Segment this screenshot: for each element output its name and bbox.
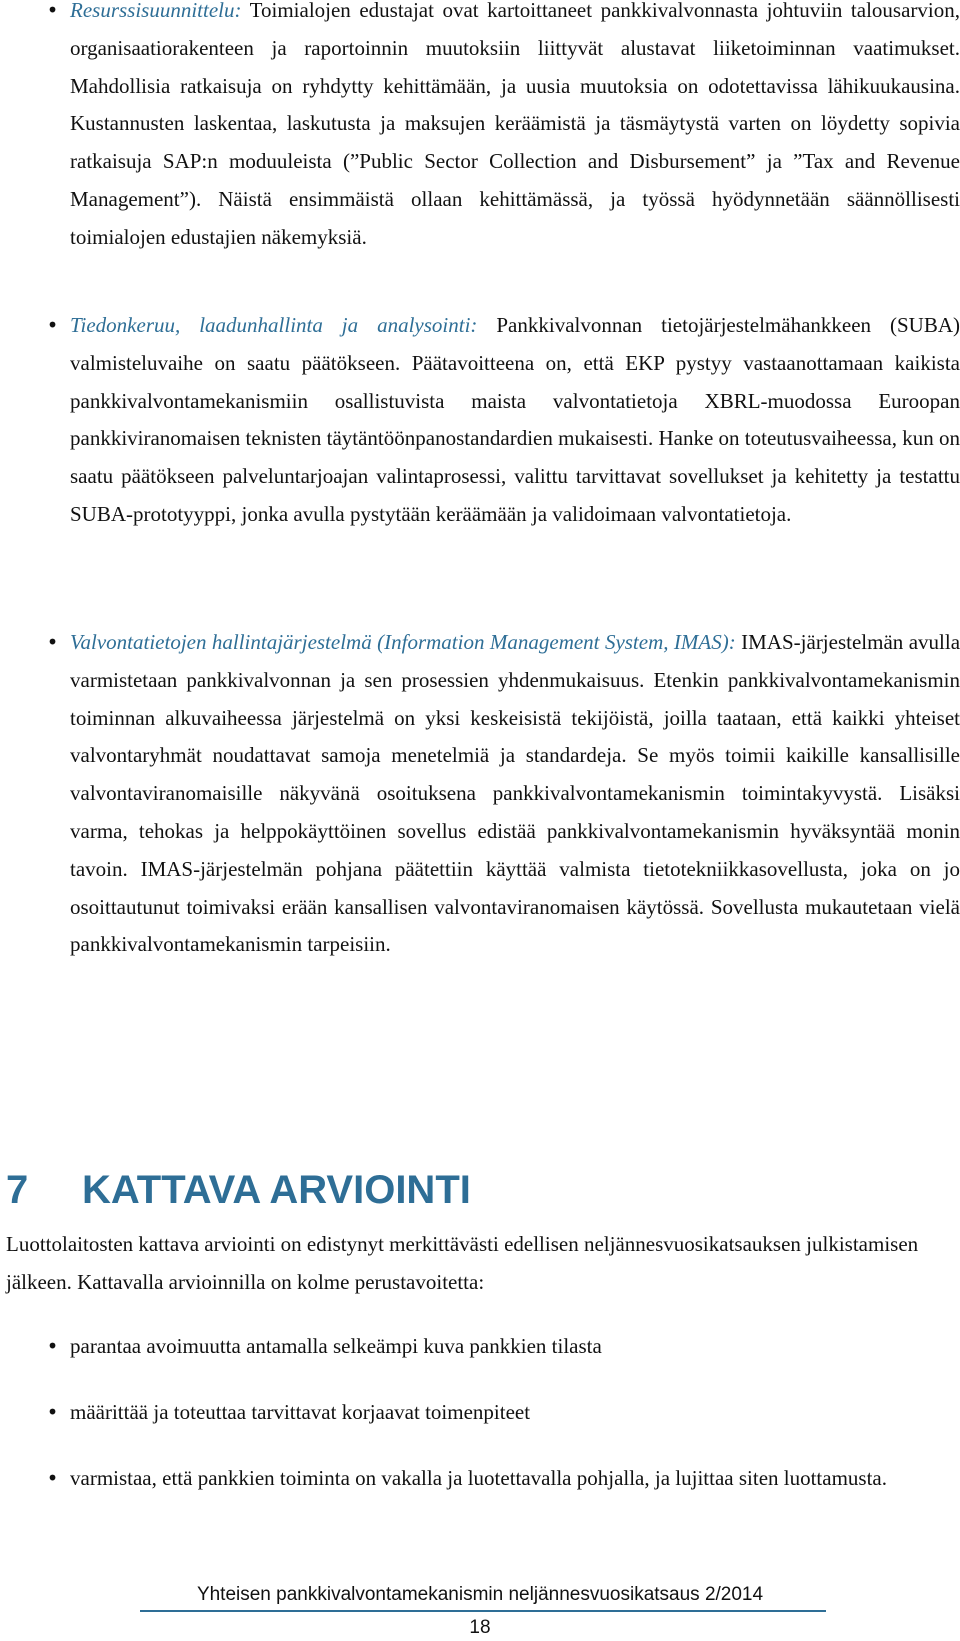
paragraph-body: Toimialojen edustajat ovat kartoittaneet pankkivalvonnasta johtuviin talousarvion, organisaatiorakenteen ja raportoinnin muutoksiin liittyvät alustavat liiketoiminnan vaatimukset. Mahdollisia ratkaisuja on ryhdytty kehittämään, ja uusia muutoksia on odotettavissa lähikuukausina. Kustannusten laskentaa, laskutusta ja maksujen keräämistä ja täsmäytystä varten on löydetty sopivia ratkaisuja SAP:n moduuleista (”Public Sector Collection and Disbursement” ja ”Tax and Revenue Management”). Näistä ensimmäistä ollaan kehittämässä, ja työssä hyödynnetään säännöllisesti toimialojen edustajien näkemyksiä. <box>70 0 960 249</box>
footer-title: Yhteisen pankkivalvontamekanismin neljännesvuosikatsaus 2/2014 <box>196 1584 764 1605</box>
page-number: 18 <box>469 1617 491 1638</box>
bullet-icon: • <box>46 1466 59 1490</box>
paragraph-body: Pankkivalvonnan tietojärjestelmähankkeen (SUBA) valmisteluvaihe on saatu päätökseen. Päätavoitteena on, että EKP pystyy vastaanottamaan kaikista pankkivalvontamekanismiin osallistuvista maista valvontatietoja XBRL-muodossa Euroopan pankkiviranomaisen teknisten täytäntöönpanostandardien mukaisesti. Hanke on toteutusvaiheessa, kun on saatu päätökseen palveluntarjoajan valintaprosessi, valittu tarvittavat sovellukset ja kehitetty ja testattu SUBA-prototyyppi, jonka avulla pystytään keräämään ja validoimaan valvontatietoja. <box>70 313 960 526</box>
paragraph <box>70 307 960 534</box>
term-label: Resurssisuunnittelu: <box>70 0 242 22</box>
section-title: KATTAVA ARVIOINTI <box>82 1168 471 1212</box>
bullet-icon: • <box>46 0 59 22</box>
goal-text: varmistaa, että pankkien toiminta on vakalla ja luotettavalla pohjalla, ja lujittaa siten luottamusta. <box>70 1466 888 1490</box>
bullet-icon: • <box>46 1334 59 1358</box>
term-label: Tiedonkeruu, laadunhallinta ja analysointi: <box>70 313 478 337</box>
section-number: 7 <box>6 1168 29 1212</box>
footer-divider <box>140 1610 826 1612</box>
term-label: Valvontatietojen hallintajärjestelmä (Information Management System, IMAS): <box>70 630 736 654</box>
bullet-icon: • <box>46 630 59 654</box>
paragraph-body: IMAS-järjestelmän avulla varmistetaan pankkivalvonnan ja sen prosessien yhdenmukaisuus. Etenkin pankkivalvontamekanismin toiminnan alkuvaiheessa järjestelmä on yksi keskeisistä tekijöistä, joilla taataan, että kaikki yhteiset valvontaryhmät noudattavat samoja menetelmiä ja standardeja. Se myös toimii kaikille kansallisille valvontaviranomaisille näkyvänä osoituksena pankkivalvontamekanismin toimintakyvystä. Lisäksi varma, tehokas ja helppokäyttöinen sovellus edistää pankkivalvontamekanismin hyväksyntää monin tavoin. IMAS-järjestelmän pohjana päätettiin käyttää valmista tietotekniikkasovellusta, joka on jo osoittautunut toimivaksi erään kansallisen valvontaviranomaisen käytössä. Sovellusta mukautetaan vielä pankkivalvontamekanismin tarpeisiin. <box>70 630 960 957</box>
goal-text: määrittää ja toteuttaa tarvittavat korjaavat toimenpiteet <box>70 1400 531 1424</box>
paragraph <box>70 0 960 257</box>
bullet-icon: • <box>46 313 59 337</box>
section-heading <box>6 1162 906 1218</box>
goal-text: parantaa avoimuutta antamalla selkeämpi kuva pankkien tilasta <box>70 1334 602 1358</box>
bullet-icon: • <box>46 1400 59 1424</box>
section-intro: Luottolaitosten kattava arviointi on edistynyt merkittävästi edellisen neljännesvuosikatsauksen julkistamisen jälkeen. Kattavalla arvioinnilla on kolme perustavoitetta: <box>6 1232 919 1294</box>
paragraph <box>70 624 960 964</box>
